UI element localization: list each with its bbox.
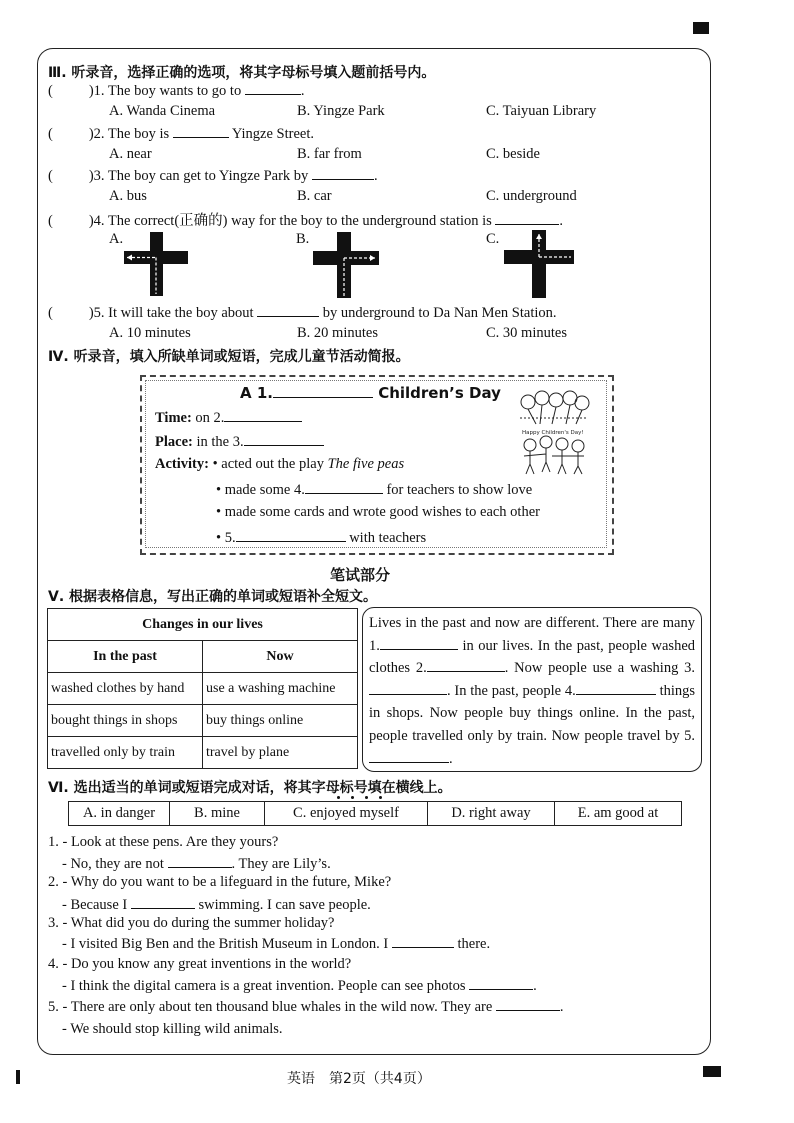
table-cell: use a washing machine (203, 673, 358, 705)
dialog-3-question: 3. - What did you do during the summer holiday? (48, 915, 335, 931)
activity-line-4: • 5. with teachers (216, 530, 427, 546)
table-cell: travelled only by train (48, 737, 203, 769)
q5-option-b[interactable]: B. 20 minutes (297, 325, 378, 341)
q4-option-c[interactable]: C. (486, 231, 500, 247)
children-illustration-icon (516, 390, 592, 476)
dialog-4-answer: - I think the digital camera is a great invention. People can see photos . (62, 978, 537, 994)
section5-title: Ⅴ. 根据表格信息，写出正确的单词或短语补全短文。 (48, 589, 378, 605)
q1-option-b[interactable]: B. Yingze Park (297, 103, 385, 119)
q4-option-a[interactable]: A. (109, 231, 124, 247)
time-line: Time: on 2. (155, 408, 302, 427)
q4-line: ( )4. The correct(正确的) way for the boy to the underground station is . (48, 213, 564, 229)
word-option-d[interactable]: D. right away (428, 802, 555, 826)
q2-option-b[interactable]: B. far from (297, 146, 362, 162)
answer-blank[interactable] (131, 895, 195, 909)
q3-option-c[interactable]: C. underground (486, 188, 577, 204)
answer-blank[interactable] (173, 124, 229, 138)
dialog-5-answer: - We should stop killing wild animals. (62, 1021, 283, 1037)
answer-blank[interactable] (236, 528, 346, 542)
report-title: A 1. Children’s Day (240, 384, 501, 402)
q5-option-c[interactable]: C. 30 minutes (486, 325, 567, 341)
dialog-2-question: 2. - Why do you want to be a lifeguard in the future, Mike? (48, 874, 392, 890)
section3-title: Ⅲ. 听录音，选择正确的选项，将其字母标号填入题前括号内。 (48, 65, 436, 81)
word-option-c[interactable]: C. enjoyed myself (265, 802, 428, 826)
answer-blank[interactable] (224, 408, 302, 422)
word-option-a[interactable]: A. in danger (69, 802, 170, 826)
route-map-b-icon[interactable] (313, 232, 379, 298)
illustration-caption: Happy Children's Day! (522, 430, 584, 436)
answer-blank[interactable] (495, 211, 559, 225)
word-bank (68, 801, 682, 826)
word-option-b[interactable]: B. mine (170, 802, 265, 826)
place-line: Place: in the 3. (155, 432, 324, 451)
word-option-e[interactable]: E. am good at (555, 802, 682, 826)
answer-blank[interactable] (469, 976, 533, 990)
registration-mark-top-right (693, 22, 709, 34)
table-cell: buy things online (203, 705, 358, 737)
table-cell: washed clothes by hand (48, 673, 203, 705)
answer-blank[interactable] (369, 681, 447, 695)
table-header-now: Now (203, 641, 358, 673)
dialog-5-question: 5. - There are only about ten thousand blue whales in the wild now. They are . (48, 999, 564, 1015)
written-section-heading: 笔试部分 (330, 566, 391, 584)
q2-option-c[interactable]: C. beside (486, 146, 540, 162)
table-row (48, 737, 358, 769)
answer-blank[interactable] (312, 166, 374, 180)
table-row (48, 705, 358, 737)
dialog-1-answer: - No, they are not . They are Lily’s. (62, 856, 331, 872)
q1-line: ( )1. The boy wants to go to . (48, 83, 305, 99)
answer-blank[interactable] (576, 681, 656, 695)
answer-blank[interactable] (369, 749, 449, 763)
activity-line-1: Activity: • acted out the play The five peas (155, 456, 405, 472)
answer-blank[interactable] (427, 658, 505, 672)
q5-option-a[interactable]: A. 10 minutes (109, 325, 191, 341)
q3-option-b[interactable]: B. car (297, 188, 332, 204)
answer-blank[interactable] (244, 432, 324, 446)
dialog-2-answer: - Because I swimming. I can save people. (62, 897, 371, 913)
section4-title: Ⅳ. 听录音，填入所缺单词或短语，完成儿童节活动简报。 (48, 349, 410, 365)
answer-blank[interactable] (305, 480, 383, 494)
page-footer: 英语 第2页（共4页） (287, 1071, 431, 1087)
answer-blank[interactable] (380, 636, 458, 650)
table-cell: travel by plane (203, 737, 358, 769)
answer-blank[interactable] (392, 934, 454, 948)
route-map-a-icon[interactable] (124, 232, 188, 296)
activity-line-2: • made some 4. for teachers to show love (216, 482, 533, 498)
table-title: Changes in our lives (48, 609, 358, 641)
q1-option-a[interactable]: A. Wanda Cinema (109, 103, 216, 119)
answer-blank[interactable] (245, 81, 301, 95)
route-map-c-icon[interactable] (504, 230, 574, 298)
dialog-3-answer: - I visited Big Ben and the British Museum in London. I there. (62, 936, 491, 952)
changes-table (47, 608, 358, 769)
q2-option-a[interactable]: A. near (109, 146, 152, 162)
table-row (48, 673, 358, 705)
q3-option-a[interactable]: A. bus (109, 188, 147, 204)
q2-line: ( )2. The boy is Yingze Street. (48, 126, 314, 142)
cloze-passage: Lives in the past and now are different. There are many 1. in our lives. In the past, people washed clothes 2. . Now people use a washing 3.. In the past, people 4. things in shops. Now people buy things online. In the past, people travelled only by train. Now people travel by 5.. (362, 607, 702, 772)
table-cell: bought things in shops (48, 705, 203, 737)
answer-blank[interactable] (273, 384, 373, 398)
q3-line: ( )3. The boy can get to Yingze Park by . (48, 168, 378, 184)
registration-mark-bottom-right (703, 1066, 721, 1077)
dialog-4-question: 4. - Do you know any great inventions in the world? (48, 956, 352, 972)
section6-title: Ⅵ. 选出适当的单词或短语完成对话，将其字母标号填在横线上。 (48, 780, 452, 796)
q5-line: ( )5. It will take the boy about by underground to Da Nan Men Station. (48, 305, 557, 321)
activity-line-3: • made some cards and wrote good wishes to each other (216, 504, 540, 520)
q1-option-c[interactable]: C. Taiyuan Library (486, 103, 597, 119)
table-header-past: In the past (48, 641, 203, 673)
dialog-1-question: 1. - Look at these pens. Are they yours? (48, 834, 279, 850)
answer-blank[interactable] (168, 854, 232, 868)
q4-option-b[interactable]: B. (296, 231, 310, 247)
registration-mark-bottom-left (16, 1070, 20, 1084)
answer-blank[interactable] (496, 997, 560, 1011)
answer-blank[interactable] (257, 303, 319, 317)
